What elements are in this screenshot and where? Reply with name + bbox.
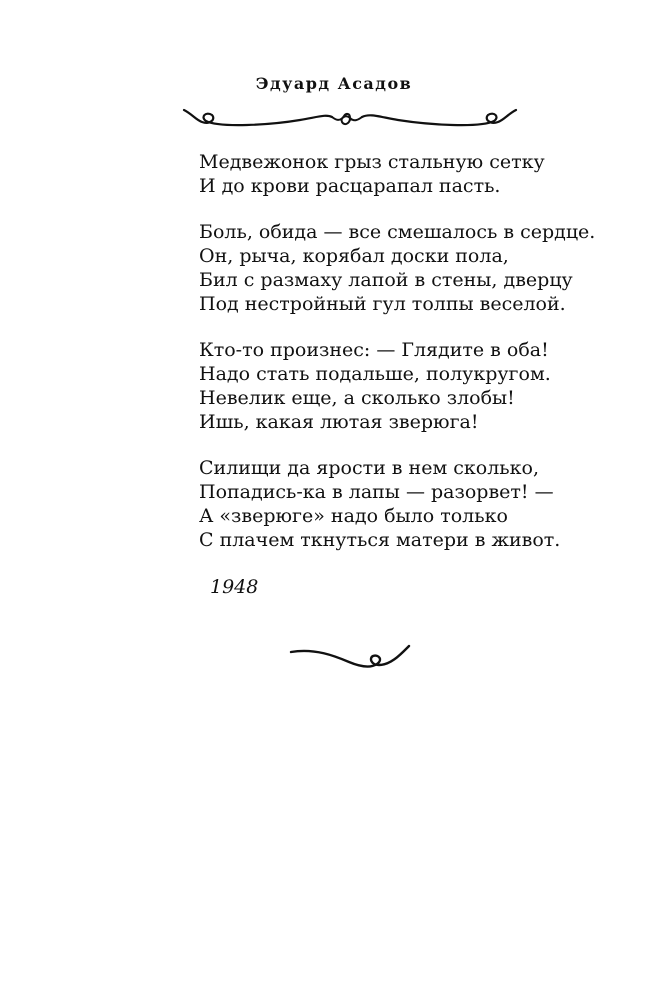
poem-line: Попадись-ка в лапы — разорвет! — bbox=[199, 481, 554, 503]
poem-line: Под нестройный гул толпы веселой. bbox=[199, 293, 566, 315]
poem-line: Медвежонок грыз стальную сетку bbox=[199, 151, 545, 173]
poem-line: Бил с размаху лапой в стены, дверцу bbox=[199, 269, 573, 291]
poem-line: Он, рыча, корябал доски пола, bbox=[199, 245, 509, 267]
flourish-divider-icon bbox=[180, 100, 520, 140]
poem-line: С плачем ткнуться матери в живот. bbox=[199, 529, 561, 551]
poem-line: Кто-то произнес: — Глядите в оба! bbox=[199, 339, 549, 361]
stanza bbox=[199, 456, 639, 552]
stanza bbox=[199, 220, 639, 316]
poem-line: Боль, обида — все смешалось в сердце. bbox=[199, 221, 596, 243]
poem-line: Ишь, какая лютая зверюга! bbox=[199, 411, 479, 433]
stanza bbox=[199, 150, 639, 198]
flourish-tailpiece-icon bbox=[285, 638, 415, 678]
poem-line: А «зверюге» надо было только bbox=[199, 505, 508, 527]
poem-line: Силищи да ярости в нем сколько, bbox=[199, 457, 539, 479]
poem-year: 1948 bbox=[210, 576, 259, 598]
poem bbox=[199, 150, 639, 574]
stanza bbox=[199, 338, 639, 434]
poem-line: Надо стать подальше, полукругом. bbox=[199, 363, 551, 385]
poem-line: И до крови расцарапал пасть. bbox=[199, 175, 501, 197]
running-head-author: Эдуард Асадов bbox=[255, 74, 413, 93]
poem-line: Невелик еще, а сколько злобы! bbox=[199, 387, 515, 409]
